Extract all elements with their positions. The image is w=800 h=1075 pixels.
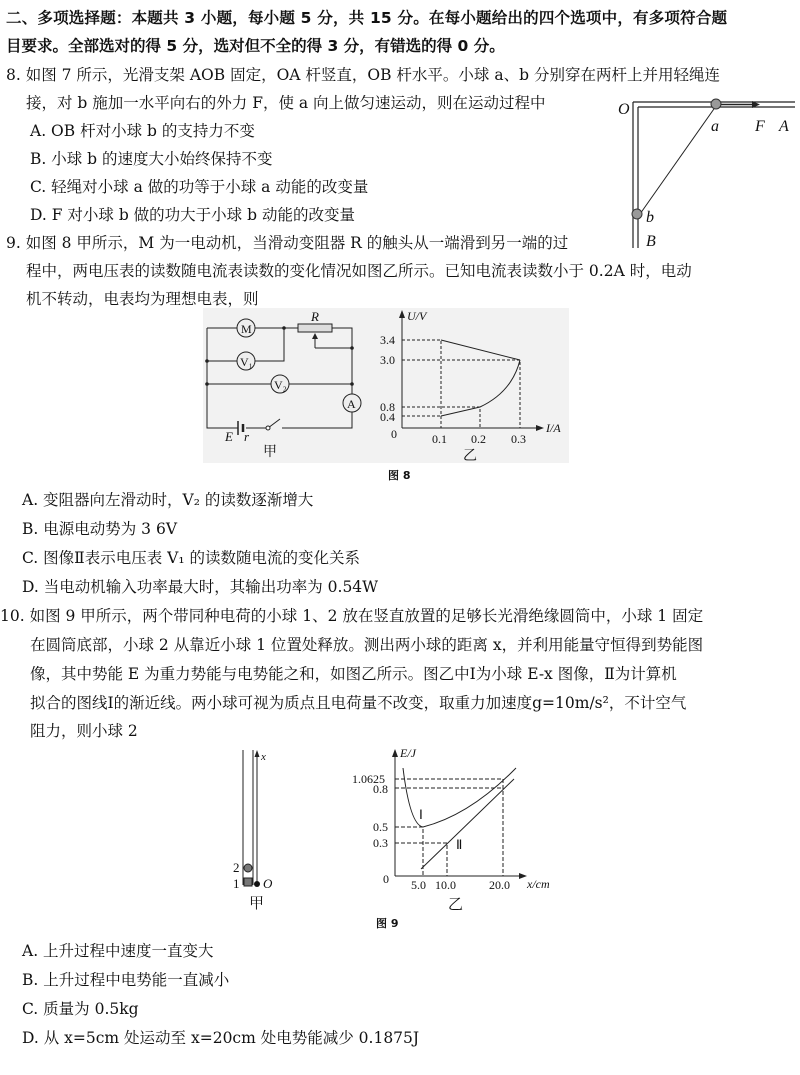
graph9-ytick: 0.8 <box>373 782 388 796</box>
fig7-label-A: A <box>779 118 789 135</box>
graph9-xtick: 5.0 <box>411 878 426 892</box>
graph8-xlabel: I/A <box>546 421 561 435</box>
q10-option-b: B. 上升过程中电势能一直减小 <box>22 971 230 989</box>
q9-stem-line3: 机不转动，电表均为理想电表，则 <box>26 290 259 308</box>
q10-option-c: C. 质量为 0.5kg <box>22 1000 139 1018</box>
q10-stem-line2: 在圆筒底部，小球 2 从靠近小球 1 位置处释放。测出两小球的距离 x，并利用能量守恒得到势能图 <box>30 636 704 654</box>
graph8-ytick: 0.4 <box>380 410 395 424</box>
q10-stem-line3: 像，其中势能 E 为重力势能与电势能之和，如图乙所示。图乙中Ⅰ为小球 E-x 图像，Ⅱ为计算机 <box>30 665 677 683</box>
graph8-ytick: 3.0 <box>380 353 395 367</box>
circuit-internal-r-label: r <box>244 429 250 444</box>
graph8-xtick: 0.1 <box>432 432 447 446</box>
circuit-r-label: R <box>311 309 319 324</box>
q10-option-a: A. 上升过程中速度一直变大 <box>22 942 214 960</box>
graph9-origin: 0 <box>383 872 389 886</box>
q9-option-a: A. 变阻器向左滑动时，V₂ 的读数逐渐增大 <box>22 491 314 509</box>
q9-stem-line1: 9. 如图 8 甲所示，M 为一电动机，当滑动变阻器 R 的触头从一端滑到另一端的过 <box>6 234 569 252</box>
circuit-motor-label: M <box>241 322 252 336</box>
tube-caption: 甲 <box>249 896 265 912</box>
q8-option-c: C. 轻绳对小球 a 做的功等于小球 a 动能的改变量 <box>30 178 369 196</box>
graph8-caption: 乙 <box>463 449 477 464</box>
q8-stem-line2: 接，对 b 施加一水平向右的外力 F，使 a 向上做匀速运动，则在运动过程中 <box>26 94 546 112</box>
figure-8-caption: 图 8 <box>388 469 411 482</box>
q9-option-c: C. 图像Ⅱ表示电压表 V₁ 的读数随电流的变化关系 <box>22 549 360 567</box>
graph9-curve2-label: Ⅱ <box>456 837 463 852</box>
q9-stem-line2: 程中，两电压表的读数随电流表读数的变化情况如图乙所示。已知电流表读数小于 0.2A 时，电动 <box>26 262 692 280</box>
graph8-ytick: 3.4 <box>380 333 395 347</box>
graph9-curve1-label: Ⅰ <box>419 807 423 822</box>
fig7-label-B: B <box>646 233 656 250</box>
graph9-ylabel: E/J <box>400 746 416 760</box>
q8-stem-line1: 8. 如图 7 所示，光滑支架 AOB 固定，OA 杆竖直，OB 杆水平。小球 a、b 分别穿在两杆上并用轻绳连 <box>6 66 720 84</box>
circuit-e-label: E <box>225 429 233 444</box>
tube-ball2-label: 2 <box>233 860 240 875</box>
q8-option-b: B. 小球 b 的速度大小始终保持不变 <box>30 150 273 168</box>
tube-origin-label: O <box>263 876 273 891</box>
section-header-line1: 二、多项选择题：本题共 3 小题，每小题 5 分，共 15 分。在每小题给出的四个选项中，有多项符合题 <box>6 9 728 27</box>
graph8-xtick: 0.2 <box>471 432 486 446</box>
fig7-label-a: a <box>711 118 719 135</box>
energy-graph <box>352 746 550 913</box>
graph9-caption: 乙 <box>448 897 464 913</box>
graph8-ytick: 0.8 <box>380 400 395 414</box>
circuit-v1-label: V₁ <box>240 355 253 369</box>
graph9-xtick: 20.0 <box>489 878 510 892</box>
q8-option-d: D. F 对小球 b 做的功大于小球 b 动能的改变量 <box>30 206 355 224</box>
q8-option-a: A. OB 杆对小球 b 的支持力不变 <box>30 122 255 140</box>
asymptote-2 <box>421 779 514 869</box>
circuit-caption: 甲 <box>263 445 277 460</box>
q9-option-b: B. 电源电动势为 3 6V <box>22 520 178 538</box>
graph9-ytick: 0.5 <box>373 820 388 834</box>
fig7-label-o: O <box>618 101 630 118</box>
fig7-label-f: F <box>755 118 765 135</box>
tube-ball1-label: 1 <box>233 876 240 891</box>
section-header-line2: 目要求。全部选对的得 5 分，选对但不全的得 3 分，有错选的得 0 分。 <box>6 37 505 55</box>
circuit-ammeter-label: A <box>347 397 356 411</box>
graph9-xlabel: x/cm <box>527 877 550 891</box>
graph8-xtick: 0.3 <box>511 432 526 446</box>
tube-x-label: x <box>261 751 266 763</box>
q10-stem-line5: 阻力，则小球 2 <box>30 722 138 740</box>
q10-stem-line1: 10. 如图 9 甲所示，两个带同种电荷的小球 1、2 放在竖直放置的足够长光滑绝缘圆筒中，小球 1 固定 <box>0 607 704 625</box>
q9-option-d: D. 当电动机输入功率最大时，其输出功率为 0.54W <box>22 578 379 596</box>
circuit-v2-label: V₂ <box>274 378 287 392</box>
graph9-ytick: 0.3 <box>373 836 388 850</box>
q10-option-d: D. 从 x=5cm 处运动至 x=20cm 处电势能减少 0.1875J <box>22 1029 420 1047</box>
figure-9-caption: 图 9 <box>376 917 399 930</box>
graph9-xtick: 10.0 <box>435 878 456 892</box>
graph8-origin: 0 <box>391 427 397 441</box>
q10-stem-line4: 拟合的图线Ⅰ的渐近线。两小球可视为质点且电荷量不改变，取重力加速度g=10m/s²，不计空气 <box>30 694 687 712</box>
graph8-ylabel: U/V <box>407 309 427 323</box>
graph9-ytick: 1.0625 <box>352 772 385 786</box>
fig7-label-b: b <box>646 209 654 226</box>
